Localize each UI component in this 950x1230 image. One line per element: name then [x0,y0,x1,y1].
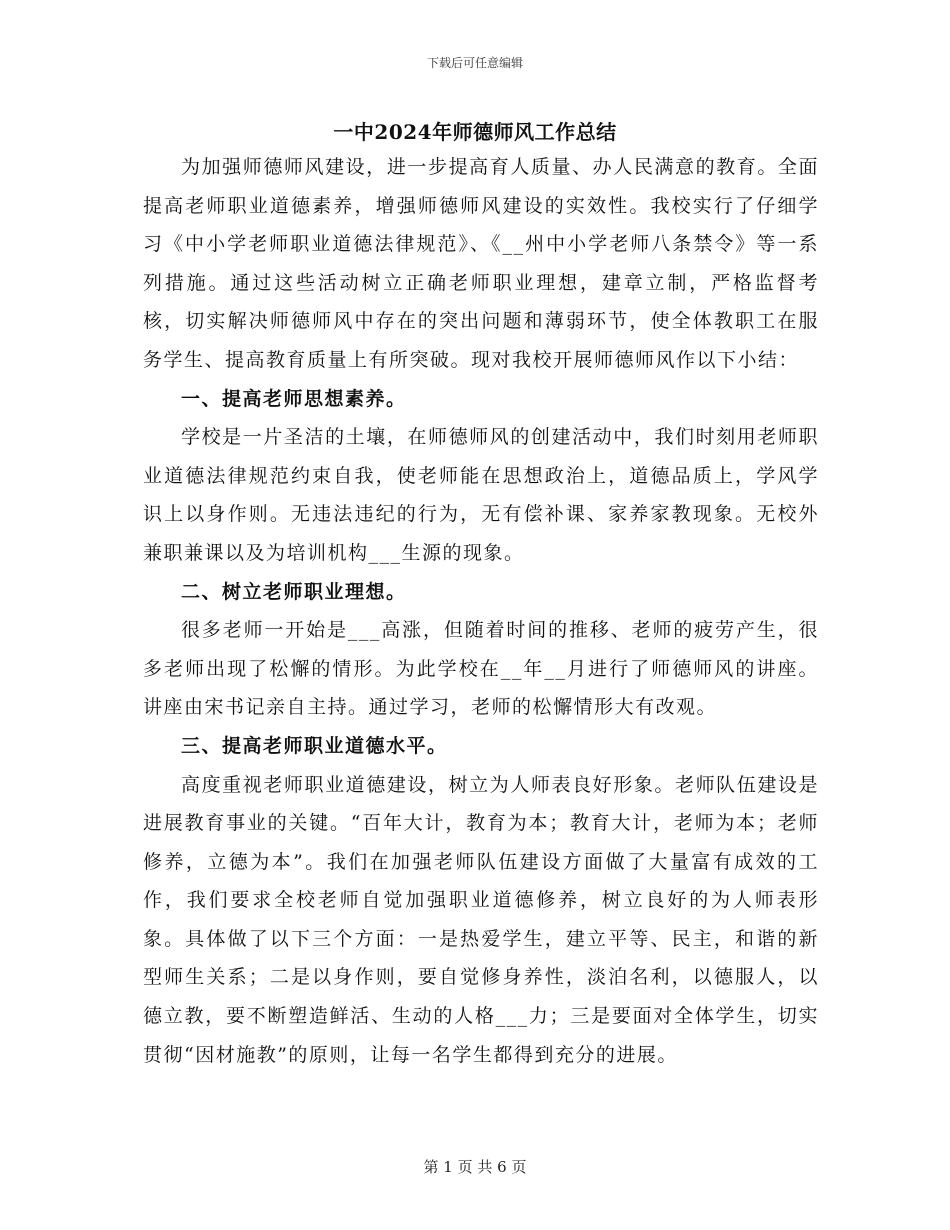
section-paragraph-1: 学校是一片圣洁的土壤，在师德师风的创建活动中，我们时刻用老师职业道德法律规范约束自我，使老师能在思想政治上，道德品质上，学风学识上以身作则。无违法违纪的行为，无有偿补课、家养家教现象。无校外兼职兼课以及为培训机构___生源的现象。 [143,426,819,564]
section-heading-1: 一、提高老师思想素养。 [181,387,407,410]
section-heading-3: 三、提高老师职业道德水平。 [181,734,448,757]
section-paragraph-3: 高度重视老师职业道德建设，树立为人师表良好形象。老师队伍建设是进展教育事业的关键。“百年大计，教育为本；教育大计，老师为本；老师修养，立德为本”。我们在加强老师队伍建设方面做了大量富有成效的工作，我们要求全校老师自觉加强职业道德修养，树立良好的为人师表形象。具体做了以下三个方面：一是热爱学生，建立平等、民主，和谐的新型师生关系；二是以身作则，要自觉修身养性，淡泊名利，以德服人，以德立教，要不断塑造鲜活、生动的人格___力；三是要面对全体学生，切实贯彻“因材施教”的原则，让每一名学生都得到充分的进展。 [143,773,819,1066]
section-paragraph-2: 很多老师一开始是___高涨，但随着时间的推移、老师的疲劳产生，很多老师出现了松懈的情形。为此学校在__年__月进行了师德师风的讲座。讲座由宋书记亲自主持。通过学习，老师的松懈情形大有改观。 [143,619,819,719]
page-header-note: 下载后可任意编辑 [426,56,523,70]
section-heading-2: 二、树立老师职业理想。 [181,580,407,603]
intro-paragraph: 为加强师德师风建设，进一步提高育人质量、办人民满意的教育。全面提高老师职业道德素养，增强师德师风建设的实效性。我校实行了仔细学习《中小学老师职业道德法律规范》、《__州中小学老师八条禁令》等一系列措施。通过这些活动树立正确老师职业理想，建章立制，严格监督考核，切实解决师德师风中存在的突出问题和薄弱环节，使全体教职工在服务学生、提高教育质量上有所突破。现对我校开展师德师风作以下小结： [143,156,819,371]
page-number-footer: 第 1 页 共 6 页 [423,1158,527,1176]
document-body [143,148,819,1074]
document-title: 一中2024年师德师风工作总结 [333,120,617,144]
